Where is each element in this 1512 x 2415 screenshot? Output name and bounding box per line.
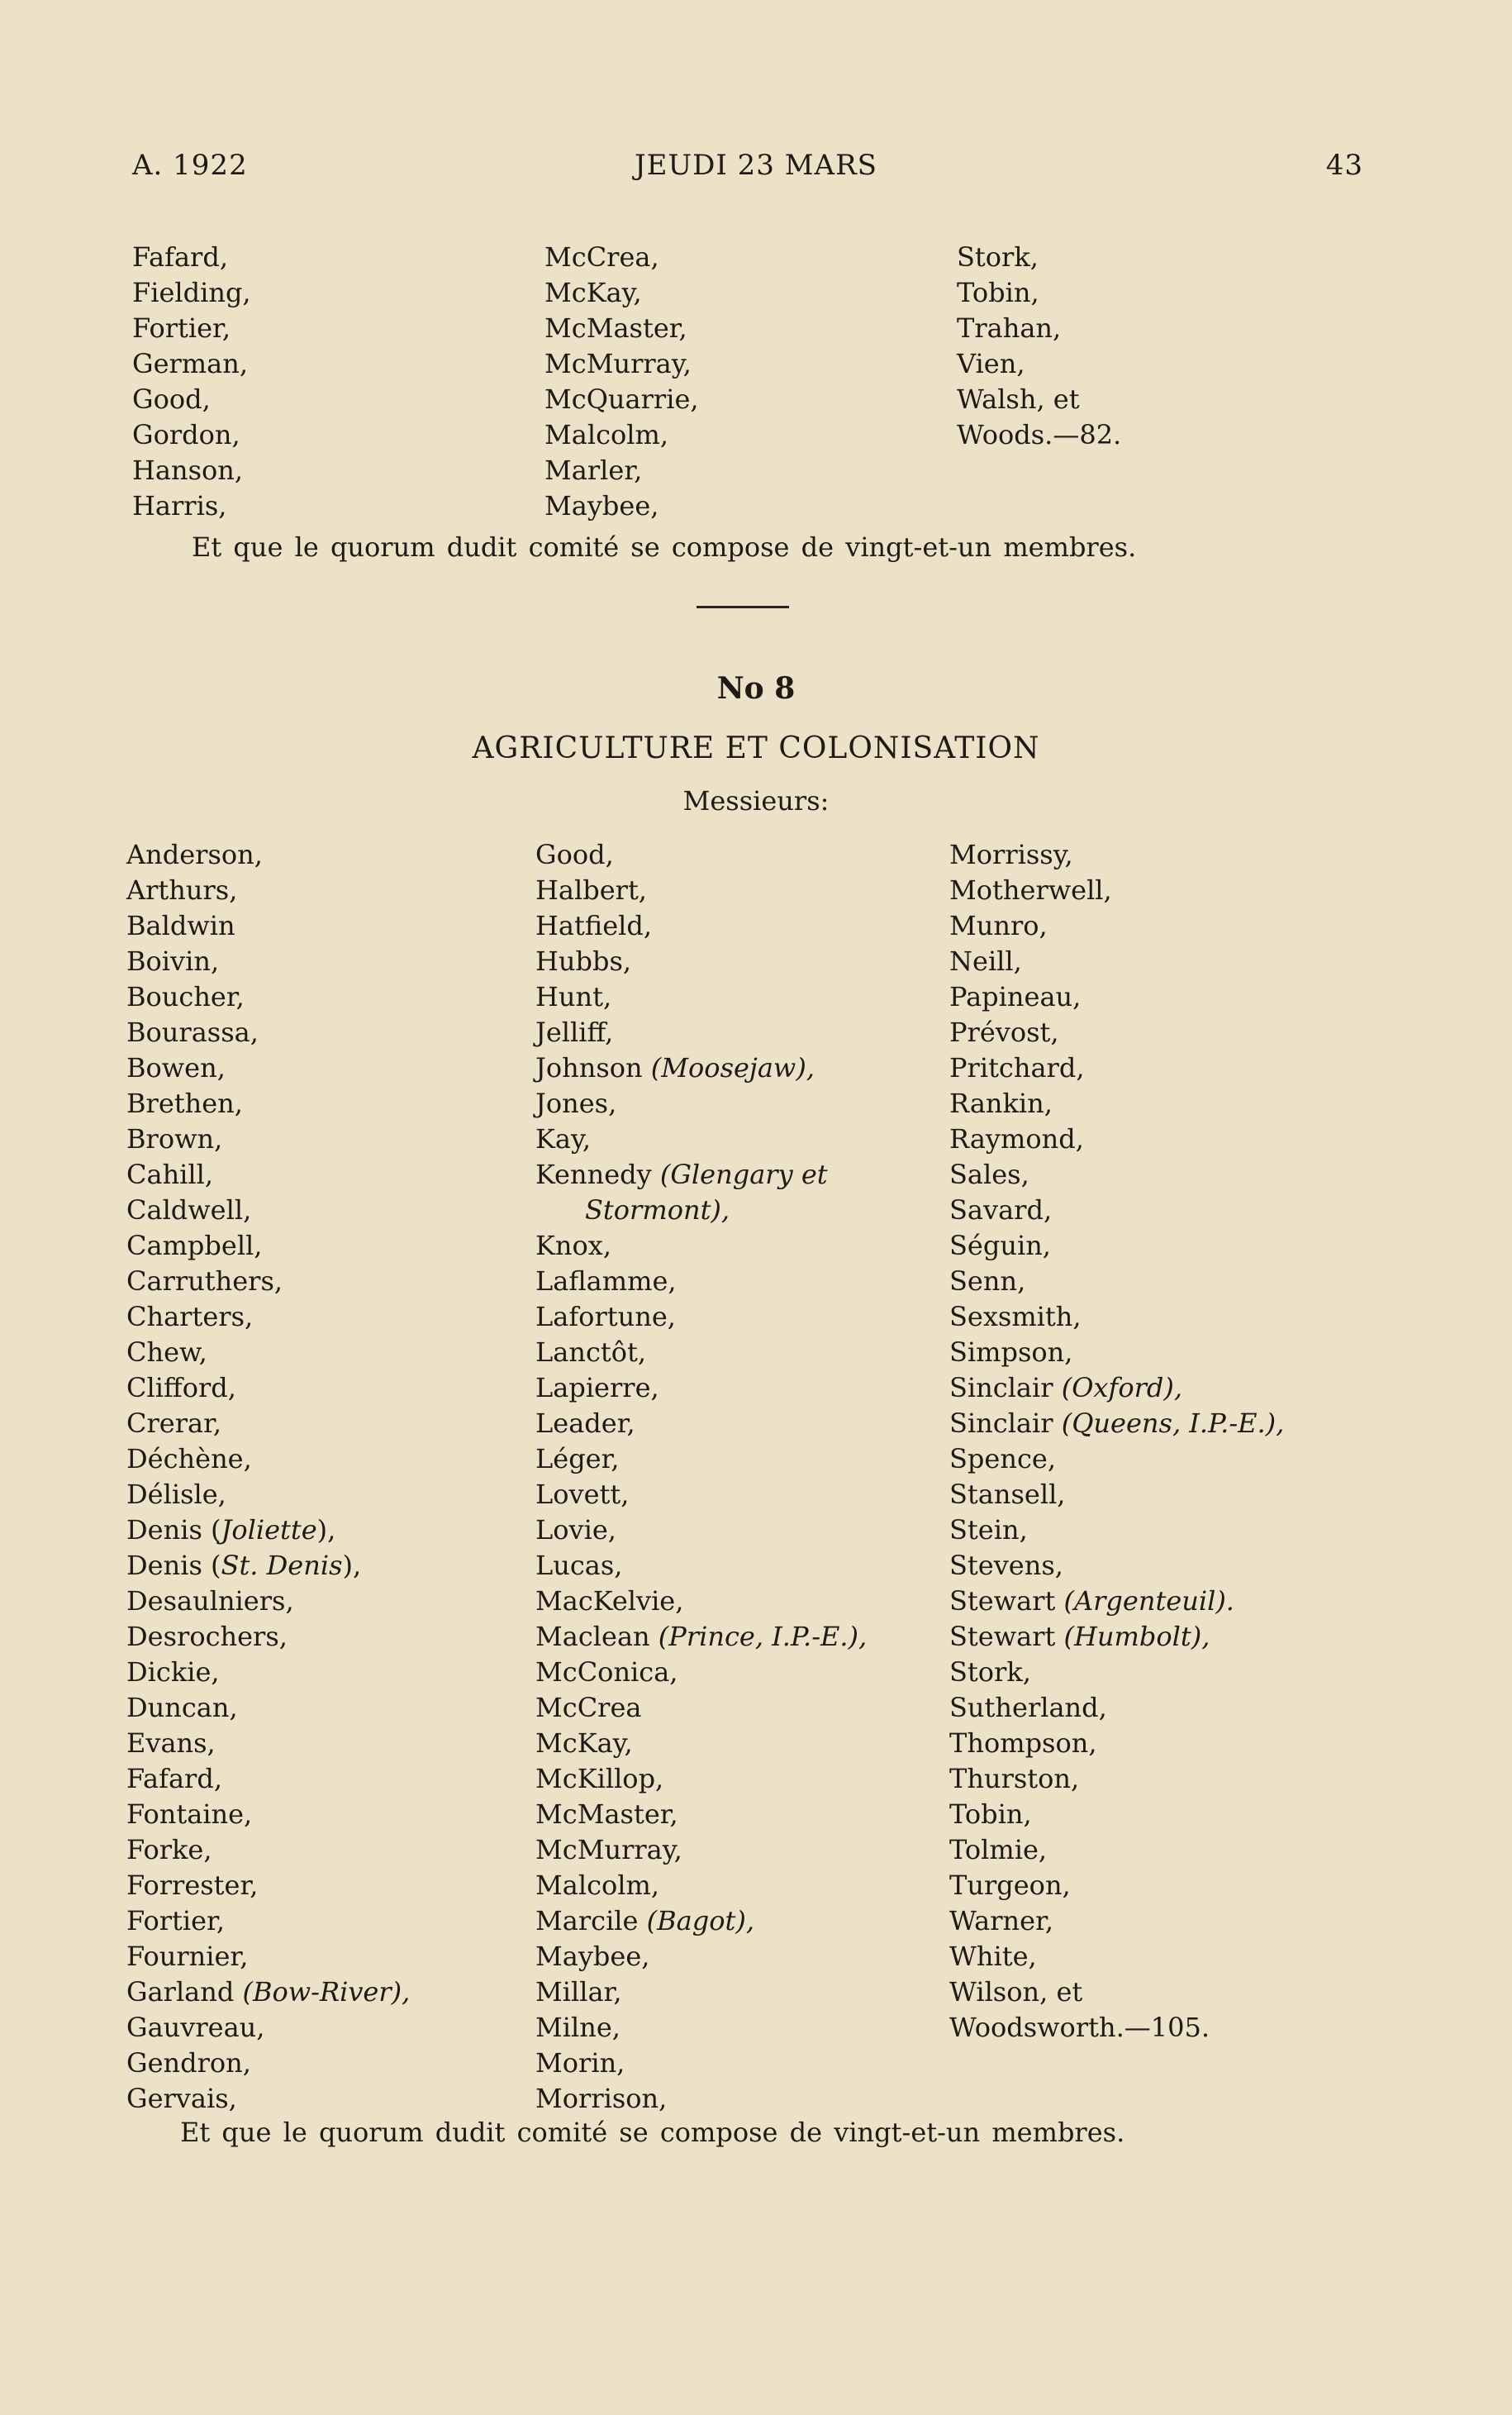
member-name [126, 1548, 410, 1584]
member-surname: Motherwell, [949, 874, 1112, 906]
member-name [535, 873, 867, 908]
member-surname: McMurray, [535, 1834, 682, 1865]
top-name-column-3 [957, 240, 1121, 453]
section-divider [697, 606, 789, 608]
member-name [535, 1477, 867, 1512]
member-surname: Stein, [949, 1514, 1028, 1546]
member-surname: Lapierre, [535, 1372, 659, 1403]
member-name [126, 1157, 410, 1193]
member-name [949, 1441, 1284, 1477]
member-name [126, 2046, 410, 2081]
member-surname: Hatfield, [535, 910, 653, 941]
member-surname: Malcolm, [535, 1870, 660, 1901]
member-surname: Délisle, [126, 1479, 226, 1510]
member-surname: Savard, [949, 1194, 1053, 1226]
member-name [949, 1299, 1284, 1335]
member-surname: Pritchard, [949, 1052, 1085, 1084]
member-surname: Bourassa, [126, 1017, 259, 1048]
member-name [949, 1370, 1284, 1406]
member-surname: MacKelvie, [535, 1585, 684, 1617]
riding-note: (Bagot), [646, 1905, 754, 1936]
member-name [126, 1228, 410, 1264]
member-name [949, 1974, 1284, 2010]
member-surname: Cahill, [126, 1159, 214, 1190]
member-surname: Gordon, [132, 419, 240, 450]
member-name [126, 1406, 410, 1441]
committee-quorum-text: Et que le quorum dudit comité se compose de vingt-et-un membres. [180, 2117, 1125, 2148]
member-name [132, 488, 251, 524]
member-name [957, 240, 1121, 275]
member-surname: Gendron, [126, 2047, 251, 2079]
member-surname: Sinclair [949, 1372, 1062, 1403]
member-name [535, 1690, 867, 1726]
member-name [949, 1157, 1284, 1193]
member-surname: Kennedy [535, 1159, 660, 1190]
member-name [126, 1370, 410, 1406]
member-name [126, 1761, 410, 1797]
member-name [535, 1193, 867, 1228]
member-surname: Marcile [535, 1905, 647, 1936]
member-surname: Johnson [535, 1052, 651, 1084]
member-name [535, 1903, 867, 1939]
member-name [126, 1797, 410, 1832]
member-surname: Séguin, [949, 1230, 1051, 1261]
member-name [535, 1974, 867, 2010]
member-surname: Spence, [949, 1443, 1056, 1474]
member-surname: Dickie, [126, 1656, 220, 1688]
member-surname: Hubbs, [535, 946, 632, 977]
member-name [949, 1690, 1284, 1726]
member-surname: Brethen, [126, 1088, 243, 1119]
member-name [535, 2081, 867, 2117]
member-name [949, 1832, 1284, 1868]
member-surname: Stewart [949, 1585, 1064, 1617]
name-suffix: ), [316, 1514, 336, 1546]
member-surname: Warner, [949, 1905, 1053, 1936]
member-name [126, 873, 410, 908]
member-surname: Maybee, [535, 1941, 650, 1972]
member-surname: Hunt, [535, 981, 612, 1012]
member-name [126, 1512, 410, 1548]
member-name [535, 1512, 867, 1548]
member-name [535, 1441, 867, 1477]
member-surname: Déchène, [126, 1443, 252, 1474]
member-name [126, 1477, 410, 1512]
member-name [544, 488, 699, 524]
member-name [957, 346, 1121, 382]
member-surname: Clifford, [126, 1372, 236, 1403]
member-name [535, 1868, 867, 1903]
member-surname: Bowen, [126, 1052, 226, 1084]
member-name [949, 908, 1284, 944]
member-name [126, 908, 410, 944]
member-surname: Sinclair [949, 1408, 1062, 1439]
member-name [535, 1086, 867, 1122]
member-surname: Thompson, [949, 1727, 1097, 1759]
member-name [535, 1619, 867, 1655]
member-name [949, 1335, 1284, 1370]
committee-name-column-1 [126, 837, 410, 2117]
member-surname: Desrochers, [126, 1621, 288, 1652]
member-surname: Simpson, [949, 1336, 1073, 1368]
member-surname: Morrissy, [949, 839, 1073, 870]
member-name [126, 1903, 410, 1939]
member-name [132, 240, 251, 275]
member-surname: Milne, [535, 2012, 620, 2043]
member-name [949, 873, 1284, 908]
member-surname: Fielding, [132, 277, 251, 308]
member-name [949, 1797, 1284, 1832]
section-number: No 8 [716, 671, 796, 706]
member-name [535, 837, 867, 873]
member-name [126, 1441, 410, 1477]
member-surname: Malcolm, [544, 419, 669, 450]
member-surname: McQuarrie, [544, 383, 699, 415]
member-name [949, 979, 1284, 1015]
member-surname: Tobin, [957, 277, 1039, 308]
top-quorum-text: Et que le quorum dudit comité se compose de vingt-et-un membres. [192, 531, 1137, 563]
member-name [949, 1726, 1284, 1761]
member-name [535, 1939, 867, 1974]
member-surname: Chew, [126, 1336, 207, 1368]
member-name [949, 1228, 1284, 1264]
member-surname: Boucher, [126, 981, 245, 1012]
member-surname: McConica, [535, 1656, 678, 1688]
member-name [535, 1264, 867, 1299]
member-surname: Lovie, [535, 1514, 616, 1546]
member-surname: Hanson, [132, 455, 244, 486]
member-name [535, 1015, 867, 1050]
member-name [126, 1690, 410, 1726]
member-surname: McCrea [535, 1692, 642, 1723]
member-name [544, 382, 699, 417]
member-name [126, 2010, 410, 2046]
member-name [949, 1868, 1284, 1903]
member-name [949, 1903, 1284, 1939]
member-name [535, 944, 867, 979]
riding-note: (Glengary et [659, 1159, 828, 1190]
member-name [949, 837, 1284, 873]
member-surname: Sales, [949, 1159, 1029, 1190]
riding-note: (Queens, I.P.-E.), [1061, 1408, 1285, 1439]
member-surname: Caldwell, [126, 1194, 252, 1226]
member-surname: McKillop, [535, 1763, 664, 1794]
member-name [126, 2081, 410, 2117]
member-surname: Stansell, [949, 1479, 1066, 1510]
member-name [126, 1939, 410, 1974]
member-surname: McMaster, [535, 1798, 678, 1830]
member-surname: Good, [535, 839, 614, 870]
member-name [535, 979, 867, 1015]
member-name [957, 311, 1121, 346]
member-name [535, 1122, 867, 1157]
member-name [126, 1868, 410, 1903]
member-surname: Fortier, [126, 1905, 225, 1936]
header-year: A. 1922 [132, 149, 248, 182]
member-name [949, 1122, 1284, 1157]
member-surname: Maclean [535, 1621, 659, 1652]
member-surname: Forke, [126, 1834, 212, 1865]
member-name [535, 1797, 867, 1832]
member-surname: Woods.—82. [957, 419, 1122, 450]
section-title: AGRICULTURE ET COLONISATION [472, 731, 1040, 765]
member-name [949, 1264, 1284, 1299]
page-number: 43 [1325, 149, 1363, 182]
member-name [949, 1619, 1284, 1655]
member-name [957, 382, 1121, 417]
member-surname: Raymond, [949, 1123, 1084, 1155]
member-name [126, 1832, 410, 1868]
member-surname: Walsh, et [957, 383, 1080, 415]
member-name [535, 1406, 867, 1441]
riding-note: (Humbolt), [1063, 1621, 1210, 1652]
member-surname: Harris, [132, 490, 227, 522]
member-name [949, 1584, 1284, 1619]
member-surname: Fontaine, [126, 1798, 253, 1830]
member-surname: Wilson, et [949, 1976, 1083, 2008]
member-name [949, 1512, 1284, 1548]
member-name [126, 1974, 410, 2010]
riding-note: Joliette [221, 1514, 317, 1546]
riding-note: (Bow-River), [242, 1976, 411, 2008]
top-name-column-1 [132, 240, 251, 524]
member-surname: Millar, [535, 1976, 622, 2008]
member-name [535, 1157, 867, 1193]
member-name [535, 1370, 867, 1406]
member-name [535, 1655, 867, 1690]
member-name [132, 346, 251, 382]
member-surname: McKay, [535, 1727, 633, 1759]
member-name [544, 275, 699, 311]
member-name [949, 1548, 1284, 1584]
member-surname: Woodsworth.—105. [949, 2012, 1210, 2043]
member-surname: Fournier, [126, 1941, 249, 1972]
member-name [132, 453, 251, 488]
member-name [949, 944, 1284, 979]
committee-name-column-2 [535, 837, 867, 2117]
member-surname: Campbell, [126, 1230, 263, 1261]
member-surname: Desaulniers, [126, 1585, 294, 1617]
member-surname: Rankin, [949, 1088, 1053, 1119]
member-surname: Stork, [957, 241, 1039, 273]
section-subtitle: Messieurs: [682, 785, 830, 817]
member-surname: Garland [126, 1976, 243, 2008]
member-name [535, 2046, 867, 2081]
member-name [949, 1761, 1284, 1797]
member-surname: Morin, [535, 2047, 625, 2079]
member-name [126, 1655, 410, 1690]
member-name [957, 417, 1121, 453]
member-surname: Jelliff, [535, 1017, 614, 1048]
member-name [126, 1264, 410, 1299]
member-surname: Lucas, [535, 1550, 623, 1581]
member-name [535, 2010, 867, 2046]
member-surname: Charters, [126, 1301, 254, 1332]
member-name [126, 1299, 410, 1335]
member-surname: Marler, [544, 455, 643, 486]
member-surname: Kay, [535, 1123, 591, 1155]
member-name [544, 346, 699, 382]
member-surname: Carruthers, [126, 1265, 283, 1297]
member-surname: Leader, [535, 1408, 635, 1439]
member-surname: Boivin, [126, 946, 220, 977]
member-name [949, 1050, 1284, 1086]
member-surname: Evans, [126, 1727, 216, 1759]
member-surname: Forrester, [126, 1870, 259, 1901]
member-surname: Papineau, [949, 981, 1082, 1012]
member-surname: Tobin, [949, 1798, 1032, 1830]
member-name [535, 1299, 867, 1335]
member-surname: Thurston, [949, 1763, 1080, 1794]
member-name [132, 382, 251, 417]
member-surname: Good, [132, 383, 211, 415]
header-date: JEUDI 23 MARS [635, 149, 877, 182]
member-surname: Arthurs, [126, 874, 238, 906]
riding-note: St. Denis [221, 1550, 343, 1581]
top-name-column-2 [544, 240, 699, 524]
member-surname: Brown, [126, 1123, 223, 1155]
member-name [535, 1050, 867, 1086]
member-surname: Lovett, [535, 1479, 630, 1510]
member-surname: White, [949, 1941, 1037, 1972]
member-name [126, 1193, 410, 1228]
member-name [957, 275, 1121, 311]
member-surname: Stevens, [949, 1550, 1063, 1581]
member-surname: Morrison, [535, 2083, 668, 2114]
member-name [535, 1832, 867, 1868]
riding-note: (Argenteuil). [1063, 1585, 1234, 1617]
member-name [949, 1655, 1284, 1690]
member-surname: McMurray, [544, 348, 692, 379]
member-surname: Sutherland, [949, 1692, 1107, 1723]
member-name [535, 1228, 867, 1264]
member-surname: Léger, [535, 1443, 620, 1474]
member-name [535, 1584, 867, 1619]
member-name [949, 1477, 1284, 1512]
member-name [949, 1406, 1284, 1441]
member-surname: Duncan, [126, 1692, 238, 1723]
member-name [949, 1086, 1284, 1122]
member-surname: Vien, [957, 348, 1025, 379]
member-surname: Gauvreau, [126, 2012, 265, 2043]
member-name [126, 1726, 410, 1761]
member-surname: Prévost, [949, 1017, 1059, 1048]
member-name [544, 240, 699, 275]
name-suffix: ), [342, 1550, 362, 1581]
member-name [949, 2010, 1284, 2046]
member-surname: Crerar, [126, 1408, 222, 1439]
member-surname: McMaster, [544, 312, 687, 344]
member-name [126, 1050, 410, 1086]
member-surname: Tolmie, [949, 1834, 1048, 1865]
member-name [949, 1939, 1284, 1974]
riding-note: (Prince, I.P.-E.), [658, 1621, 868, 1652]
member-surname: Gervais, [126, 2083, 237, 2114]
member-surname: Baldwin [126, 910, 235, 941]
member-surname: Stewart [949, 1621, 1064, 1652]
member-surname: Lanctôt, [535, 1336, 647, 1368]
member-name [132, 275, 251, 311]
member-name [126, 1335, 410, 1370]
member-surname: Fafard, [126, 1763, 222, 1794]
member-name [949, 1015, 1284, 1050]
member-surname: Munro, [949, 910, 1048, 941]
member-name [126, 1086, 410, 1122]
member-name [544, 311, 699, 346]
member-name [949, 1193, 1284, 1228]
riding-note: Stormont), [585, 1194, 730, 1226]
member-name [126, 979, 410, 1015]
member-name [126, 1619, 410, 1655]
member-surname: Maybee, [544, 490, 659, 522]
member-surname: McCrea, [544, 241, 659, 273]
member-name [535, 1335, 867, 1370]
member-name [132, 417, 251, 453]
member-surname: McKay, [544, 277, 642, 308]
member-surname: Laflamme, [535, 1265, 677, 1297]
member-name [126, 944, 410, 979]
member-surname: Denis ( [126, 1514, 221, 1546]
member-surname: Trahan, [957, 312, 1062, 344]
member-surname: German, [132, 348, 248, 379]
member-name [544, 417, 699, 453]
member-surname: Fafard, [132, 241, 228, 273]
member-surname: Denis ( [126, 1550, 221, 1581]
member-name [535, 1548, 867, 1584]
committee-name-column-3 [949, 837, 1284, 2046]
member-surname: Halbert, [535, 874, 647, 906]
member-name [126, 837, 410, 873]
member-surname: Knox, [535, 1230, 611, 1261]
member-name [126, 1122, 410, 1157]
member-name [544, 453, 699, 488]
member-surname: Senn, [949, 1265, 1026, 1297]
member-name [535, 1726, 867, 1761]
riding-note: (Moosejaw), [650, 1052, 815, 1084]
member-name [132, 311, 251, 346]
member-surname: Anderson, [126, 839, 263, 870]
member-surname: Turgeon, [949, 1870, 1071, 1901]
member-name [535, 1761, 867, 1797]
member-surname: Stork, [949, 1656, 1031, 1688]
member-surname: Lafortune, [535, 1301, 676, 1332]
member-name [126, 1584, 410, 1619]
member-name [126, 1015, 410, 1050]
member-surname: Fortier, [132, 312, 231, 344]
riding-note: (Oxford), [1061, 1372, 1183, 1403]
member-surname: Sexsmith, [949, 1301, 1082, 1332]
member-surname: Jones, [535, 1088, 617, 1119]
member-surname: Neill, [949, 946, 1022, 977]
member-name [535, 908, 867, 944]
